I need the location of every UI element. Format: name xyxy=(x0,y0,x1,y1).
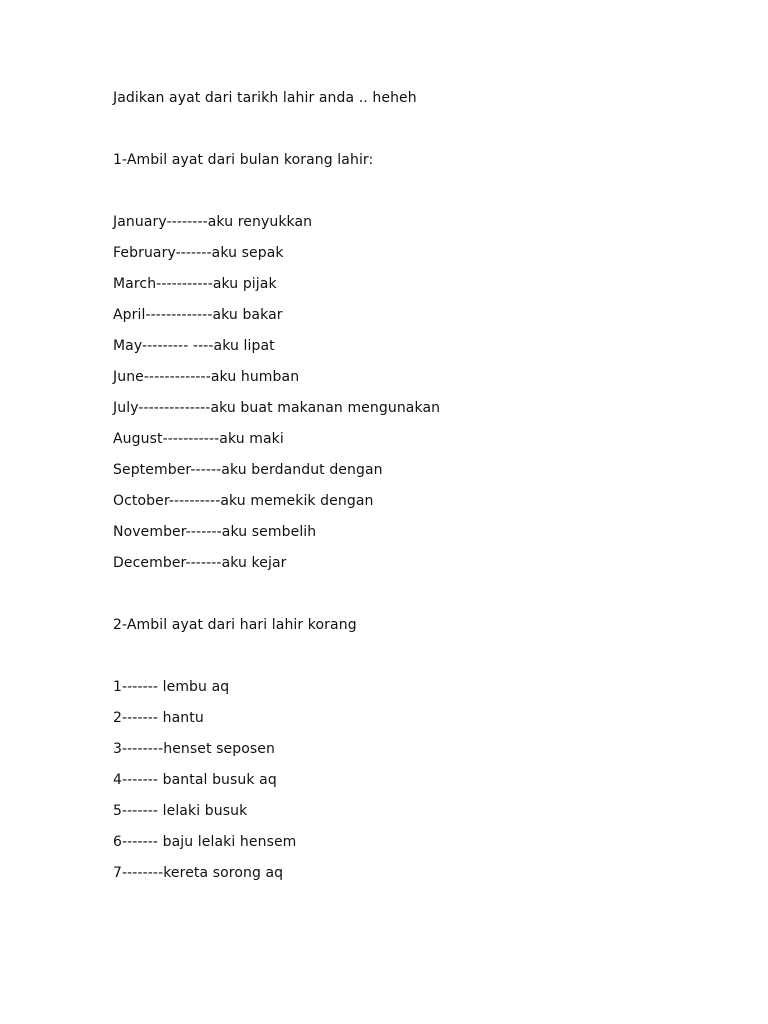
day-item-7: 7--------kereta sorong aq xyxy=(113,865,284,881)
month-item-november: November-------aku sembelih xyxy=(113,524,317,540)
day-item-1: 1------- lembu aq xyxy=(113,679,230,695)
month-item-march: March-----------aku pijak xyxy=(113,276,277,292)
month-item-january: January--------aku renyukkan xyxy=(113,214,313,230)
month-item-may: May--------- ----aku lipat xyxy=(113,338,275,354)
section-heading-month: 1-Ambil ayat dari bulan korang lahir: xyxy=(113,152,374,168)
month-item-october: October----------aku memekik dengan xyxy=(113,493,374,509)
month-item-september: September------aku berdandut dengan xyxy=(113,462,383,478)
month-item-april: April-------------aku bakar xyxy=(113,307,283,323)
month-item-december: December-------aku kejar xyxy=(113,555,287,571)
section-heading-day: 2-Ambil ayat dari hari lahir korang xyxy=(113,617,357,633)
month-item-july: July--------------aku buat makanan mengunakan xyxy=(113,400,441,416)
month-item-february: February-------aku sepak xyxy=(113,245,284,261)
month-item-august: August-----------aku maki xyxy=(113,431,284,447)
day-item-4: 4------- bantal busuk aq xyxy=(113,772,277,788)
month-item-june: June-------------aku humban xyxy=(113,369,300,385)
document-title: Jadikan ayat dari tarikh lahir anda .. heheh xyxy=(113,90,417,106)
day-item-2: 2------- hantu xyxy=(113,710,204,726)
day-item-5: 5------- lelaki busuk xyxy=(113,803,248,819)
day-item-3: 3--------henset seposen xyxy=(113,741,275,757)
day-item-6: 6------- baju lelaki hensem xyxy=(113,834,297,850)
